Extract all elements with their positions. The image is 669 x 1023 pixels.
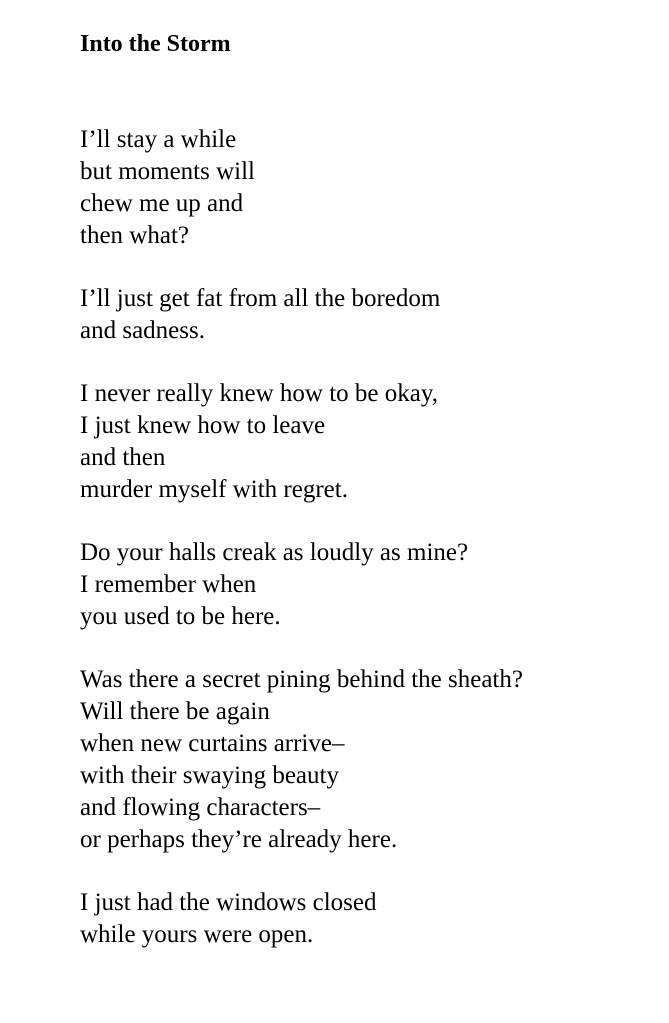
poem-line: Will there be again <box>80 698 270 725</box>
poem-line: I’ll stay a while <box>80 126 237 153</box>
poem-line: but moments will <box>80 158 255 185</box>
poem-line: I’ll just get fat from all the boredom <box>80 285 441 312</box>
stanza-5 <box>80 664 640 856</box>
poem-line: with their swaying beauty <box>80 762 339 789</box>
poem-line: then what? <box>80 222 189 249</box>
poem-line: or perhaps they’re already here. <box>80 826 398 853</box>
poem-line: chew me up and <box>80 190 244 217</box>
stanza-3 <box>80 378 640 506</box>
poem-line: Do your halls creak as loudly as mine? <box>80 539 469 566</box>
poem-line: murder myself with regret. <box>80 476 348 503</box>
stanza-4 <box>80 537 640 633</box>
poem-line: I never really knew how to be okay, <box>80 380 438 407</box>
poem-line: you used to be here. <box>80 603 281 630</box>
stanza-2 <box>80 283 640 347</box>
stanza-6 <box>80 887 640 951</box>
poem-line: and then <box>80 444 166 471</box>
poem-line: when new curtains arrive– <box>80 730 345 757</box>
stanza-1 <box>80 124 640 252</box>
poem-line: I just had the windows closed <box>80 889 377 916</box>
document-page <box>80 28 640 982</box>
poem-title: Into the Storm <box>80 31 231 57</box>
poem-body <box>80 124 640 951</box>
poem-line: and flowing characters– <box>80 794 321 821</box>
poem-line: I remember when <box>80 571 257 598</box>
poem-line: and sadness. <box>80 317 205 344</box>
poem-line: Was there a secret pining behind the sheath? <box>80 666 523 693</box>
poem-line: I just knew how to leave <box>80 412 326 439</box>
poem-line: while yours were open. <box>80 921 314 948</box>
